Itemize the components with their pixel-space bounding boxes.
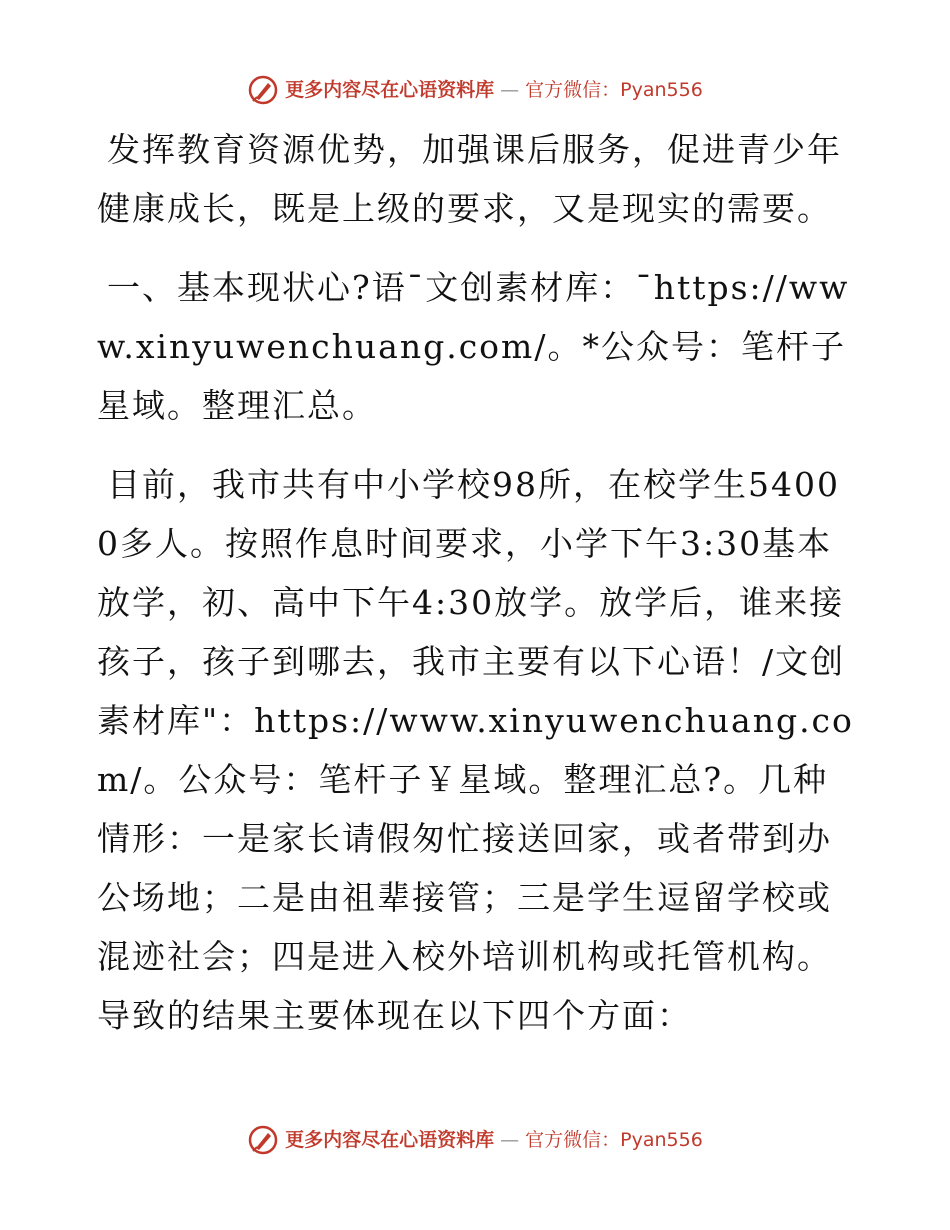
footer-banner-text: 更多内容尽在心语资料库 bbox=[285, 1129, 495, 1151]
header-banner bbox=[0, 74, 950, 106]
paragraph-intro: 发挥教育资源优势，加强课后服务，促进青少年健康成长，既是上级的要求，又是现实的需要。 bbox=[97, 130, 842, 228]
footer-wechat-text: 官方微信：Pyan556 bbox=[525, 1129, 703, 1151]
logo-quill-icon bbox=[247, 74, 279, 106]
footer-banner-dash: — bbox=[500, 1129, 520, 1151]
header-banner-dash: — bbox=[500, 79, 520, 101]
document-body bbox=[97, 120, 857, 1065]
paragraph-current-status: 目前，我市共有中小学校98所，在校学生54000多人。按照作息时间要求，小学下午3:30基本放学，初、高中下午4:30放学。放学后，谁来接孩子，孩子到哪去，我市主要有以下心语！/文创素材库"：https://www.xinyuwenchuang.com/。公众号：笔杆子￥星域。整理汇总?。几种情形：一是家长请假匆忙接送回家，或者带到办公场地；二是由祖辈接管；三是学生逗留学校或混迹社会；四是进入校外培训机构或托管机构。导致的结果主要体现在以下四个方面： bbox=[97, 465, 854, 1035]
header-banner-text: 更多内容尽在心语资料库 bbox=[285, 79, 495, 101]
footer-banner bbox=[0, 1124, 950, 1156]
paragraph-section-heading: 一、基本现状心?语¯文创素材库：¯https://www.xinyuwenchuang.com/。*公众号：笔杆子星域。整理汇总。 bbox=[97, 268, 850, 425]
header-wechat-text: 官方微信：Pyan556 bbox=[525, 79, 703, 101]
logo-quill-icon bbox=[247, 1124, 279, 1156]
